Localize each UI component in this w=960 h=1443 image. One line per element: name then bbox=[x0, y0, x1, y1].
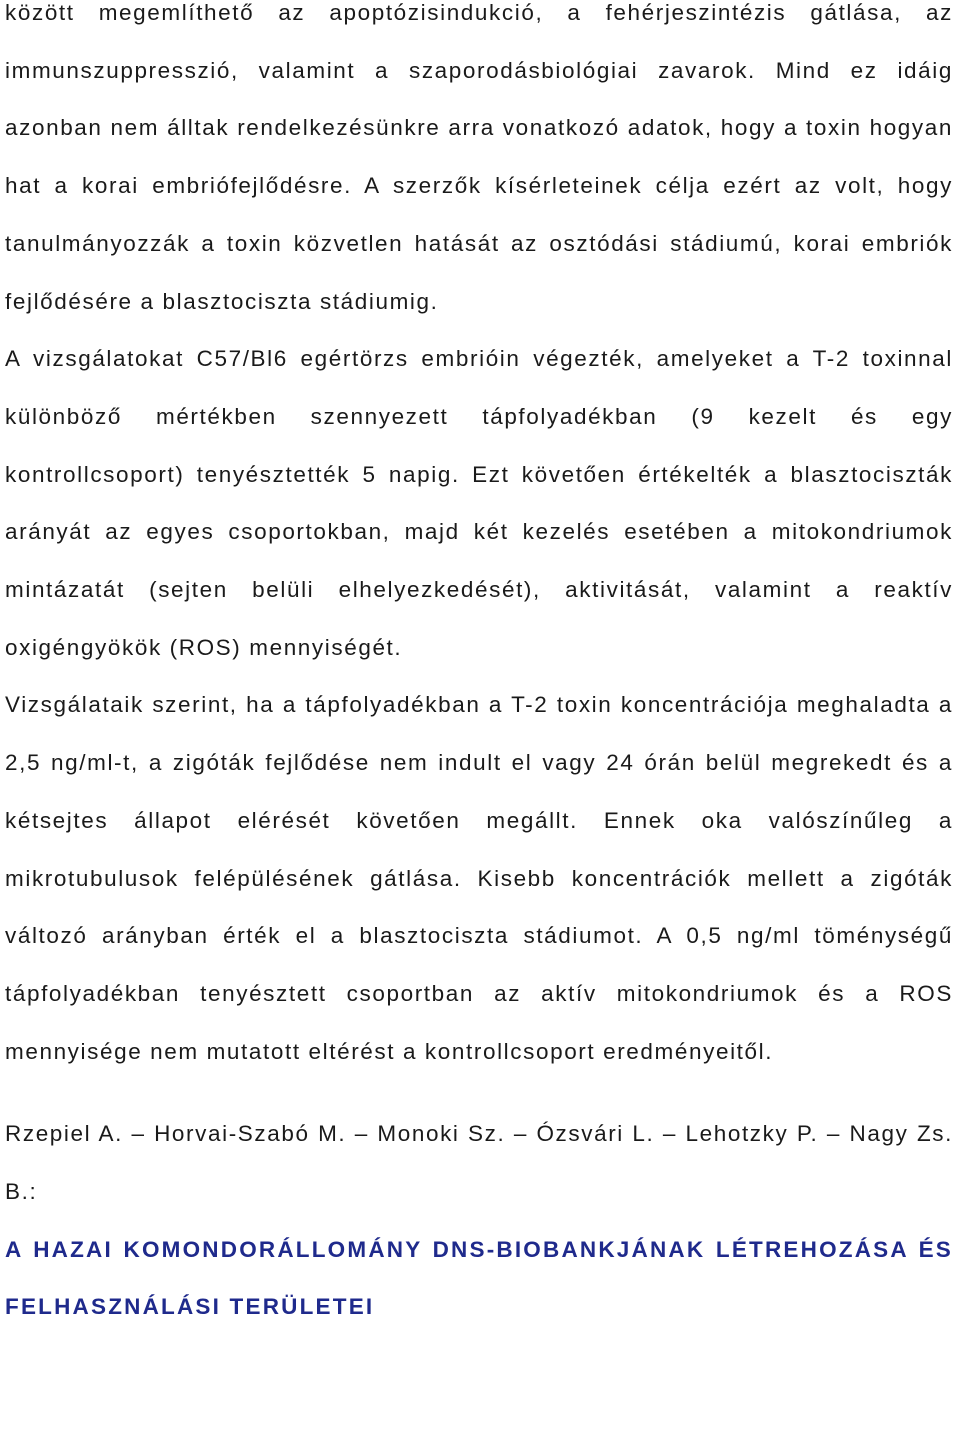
author-list: Rzepiel A. – Horvai-Szabó M. – Monoki Sz. – Ózsvári L. – Lehotzky P. – Nagy Zs. B.: bbox=[5, 1121, 953, 1205]
paragraph-results: Vizsgálataik szerint, ha a tápfolyadékban a T-2 toxin koncentrációja meghaladta a 2,5 ng/ml-t, a zigóták fejlődése nem indult el vagy 24 órán belül megrekedt és a kétsejtes állapot elérését követően megállt. Ennek oka valószínűleg a mikrotubulusok felépülésének gátlása. Kisebb koncentrációk mellett a zigóták változó arányban érték el a blasztociszta stádiumot. A 0,5 ng/ml töménységű tápfolyadékban tenyésztett csoportban az aktív mitokondriumok és a ROS mennyisége nem mutatott eltérést a kontrollcsoport eredményeitől. bbox=[5, 692, 953, 1064]
article-title: A HAZAI KOMONDORÁLLOMÁNY DNS-BIOBANKJÁNAK LÉTREHOZÁSA ÉS FELHASZNÁLÁSI TERÜLETEI bbox=[5, 1236, 953, 1320]
document-page bbox=[5, 0, 953, 1336]
paragraph-toxin-intro: között megemlíthető az apoptózisindukció, a fehérjeszintézis gátlása, az immunszuppresszió, valamint a szaporodásbiológiai zavarok. Mind ez idáig azonban nem álltak rendelkezésünkre arra vonatkozó adatok, hogy a toxin hogyan hat a korai embriófejlődésre. A szerzők kísérleteinek célja ezért az volt, hogy tanulmányozzák a toxin közvetlen hatását az osztódási stádiumú, korai embriók fejlődésére a blasztociszta stádiumig. bbox=[5, 0, 953, 314]
paragraph-methods: A vizsgálatokat C57/Bl6 egértörzs embrióin végezték, amelyeket a T-2 toxinnal különböző mértékben szennyezett tápfolyadékban (9 kezelt és egy kontrollcsoport) tenyésztették 5 napig. Ezt követően értékelték a blasztociszták arányát az egyes csoportokban, majd két kezelés esetében a mitokondriumok mintázatát (sejten belüli elhelyezkedését), aktivitását, valamint a reaktív oxigéngyökök (ROS) mennyiségét. bbox=[5, 346, 953, 660]
section-spacer bbox=[5, 1080, 953, 1105]
